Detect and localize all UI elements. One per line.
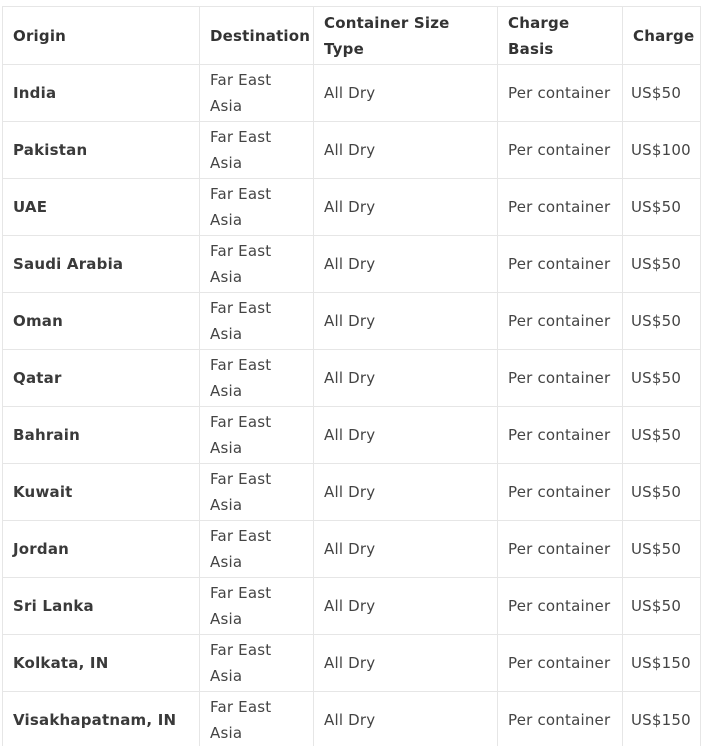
cell-charge: US$150 bbox=[623, 692, 701, 746]
cell-charge-basis: Per container bbox=[498, 692, 623, 746]
cell-charge-basis: Per container bbox=[498, 578, 623, 635]
header-row bbox=[3, 7, 701, 65]
cell-charge-basis: Per container bbox=[498, 407, 623, 464]
cell-charge: US$50 bbox=[623, 236, 701, 293]
table-row bbox=[3, 521, 701, 578]
cell-destination bbox=[200, 179, 314, 236]
cell-origin: Qatar bbox=[3, 350, 200, 407]
cell-destination-text: Far East Asia bbox=[210, 71, 272, 115]
cell-destination bbox=[200, 236, 314, 293]
table-row bbox=[3, 635, 701, 692]
cell-destination-text: Far East Asia bbox=[210, 128, 272, 172]
header-origin: Origin bbox=[3, 7, 200, 65]
cell-destination-text: Far East Asia bbox=[210, 356, 272, 400]
cell-destination-text: Far East Asia bbox=[210, 641, 272, 685]
table-row bbox=[3, 350, 701, 407]
cell-origin: Oman bbox=[3, 293, 200, 350]
cell-destination bbox=[200, 692, 314, 746]
cell-origin: Kuwait bbox=[3, 464, 200, 521]
cell-container-size-type: All Dry bbox=[314, 635, 498, 692]
table-row bbox=[3, 236, 701, 293]
cell-origin: Jordan bbox=[3, 521, 200, 578]
cell-charge: US$150 bbox=[623, 635, 701, 692]
cell-origin: Pakistan bbox=[3, 122, 200, 179]
header-charge: Charge bbox=[623, 7, 701, 65]
cell-destination bbox=[200, 578, 314, 635]
table-row bbox=[3, 407, 701, 464]
charges-table bbox=[2, 6, 701, 746]
cell-charge-basis: Per container bbox=[498, 179, 623, 236]
table-row bbox=[3, 293, 701, 350]
cell-origin: Sri Lanka bbox=[3, 578, 200, 635]
cell-charge-basis: Per container bbox=[498, 464, 623, 521]
cell-destination bbox=[200, 293, 314, 350]
header-container-size-type: Container Size Type bbox=[314, 7, 498, 65]
table-body bbox=[3, 65, 701, 746]
cell-origin: Kolkata, IN bbox=[3, 635, 200, 692]
cell-charge-basis: Per container bbox=[498, 350, 623, 407]
cell-container-size-type: All Dry bbox=[314, 464, 498, 521]
cell-container-size-type: All Dry bbox=[314, 407, 498, 464]
cell-destination bbox=[200, 521, 314, 578]
cell-destination-text: Far East Asia bbox=[210, 584, 272, 628]
cell-destination bbox=[200, 65, 314, 122]
cell-charge: US$50 bbox=[623, 407, 701, 464]
table-row bbox=[3, 464, 701, 521]
cell-destination-text: Far East Asia bbox=[210, 470, 272, 514]
cell-container-size-type: All Dry bbox=[314, 122, 498, 179]
cell-charge-basis: Per container bbox=[498, 122, 623, 179]
header-charge-basis: Charge Basis bbox=[498, 7, 623, 65]
cell-container-size-type: All Dry bbox=[314, 578, 498, 635]
cell-origin: Visakhapatnam, IN bbox=[3, 692, 200, 746]
cell-destination bbox=[200, 635, 314, 692]
cell-container-size-type: All Dry bbox=[314, 692, 498, 746]
cell-charge: US$50 bbox=[623, 521, 701, 578]
cell-destination bbox=[200, 407, 314, 464]
cell-container-size-type: All Dry bbox=[314, 236, 498, 293]
cell-destination-text: Far East Asia bbox=[210, 185, 272, 229]
table-row bbox=[3, 65, 701, 122]
cell-charge: US$50 bbox=[623, 293, 701, 350]
header-destination: Destination bbox=[200, 7, 314, 65]
cell-destination bbox=[200, 122, 314, 179]
cell-charge: US$100 bbox=[623, 122, 701, 179]
cell-charge-basis: Per container bbox=[498, 293, 623, 350]
cell-charge-basis: Per container bbox=[498, 635, 623, 692]
cell-charge: US$50 bbox=[623, 464, 701, 521]
cell-origin: UAE bbox=[3, 179, 200, 236]
cell-destination bbox=[200, 464, 314, 521]
cell-charge: US$50 bbox=[623, 350, 701, 407]
cell-destination-text: Far East Asia bbox=[210, 413, 272, 457]
cell-container-size-type: All Dry bbox=[314, 521, 498, 578]
cell-destination-text: Far East Asia bbox=[210, 242, 272, 286]
cell-charge-basis: Per container bbox=[498, 521, 623, 578]
cell-origin: Bahrain bbox=[3, 407, 200, 464]
cell-container-size-type: All Dry bbox=[314, 65, 498, 122]
cell-container-size-type: All Dry bbox=[314, 350, 498, 407]
cell-charge: US$50 bbox=[623, 65, 701, 122]
cell-charge-basis: Per container bbox=[498, 65, 623, 122]
cell-destination bbox=[200, 350, 314, 407]
cell-charge: US$50 bbox=[623, 578, 701, 635]
cell-destination-text: Far East Asia bbox=[210, 527, 272, 571]
table-row bbox=[3, 122, 701, 179]
cell-destination-text: Far East Asia bbox=[210, 299, 272, 343]
table-row bbox=[3, 578, 701, 635]
cell-destination-text: Far East Asia bbox=[210, 698, 272, 742]
cell-container-size-type: All Dry bbox=[314, 293, 498, 350]
table-row bbox=[3, 692, 701, 746]
cell-charge-basis: Per container bbox=[498, 236, 623, 293]
table-header bbox=[3, 7, 701, 65]
cell-charge: US$50 bbox=[623, 179, 701, 236]
table-row bbox=[3, 179, 701, 236]
cell-origin: India bbox=[3, 65, 200, 122]
cell-container-size-type: All Dry bbox=[314, 179, 498, 236]
cell-origin: Saudi Arabia bbox=[3, 236, 200, 293]
